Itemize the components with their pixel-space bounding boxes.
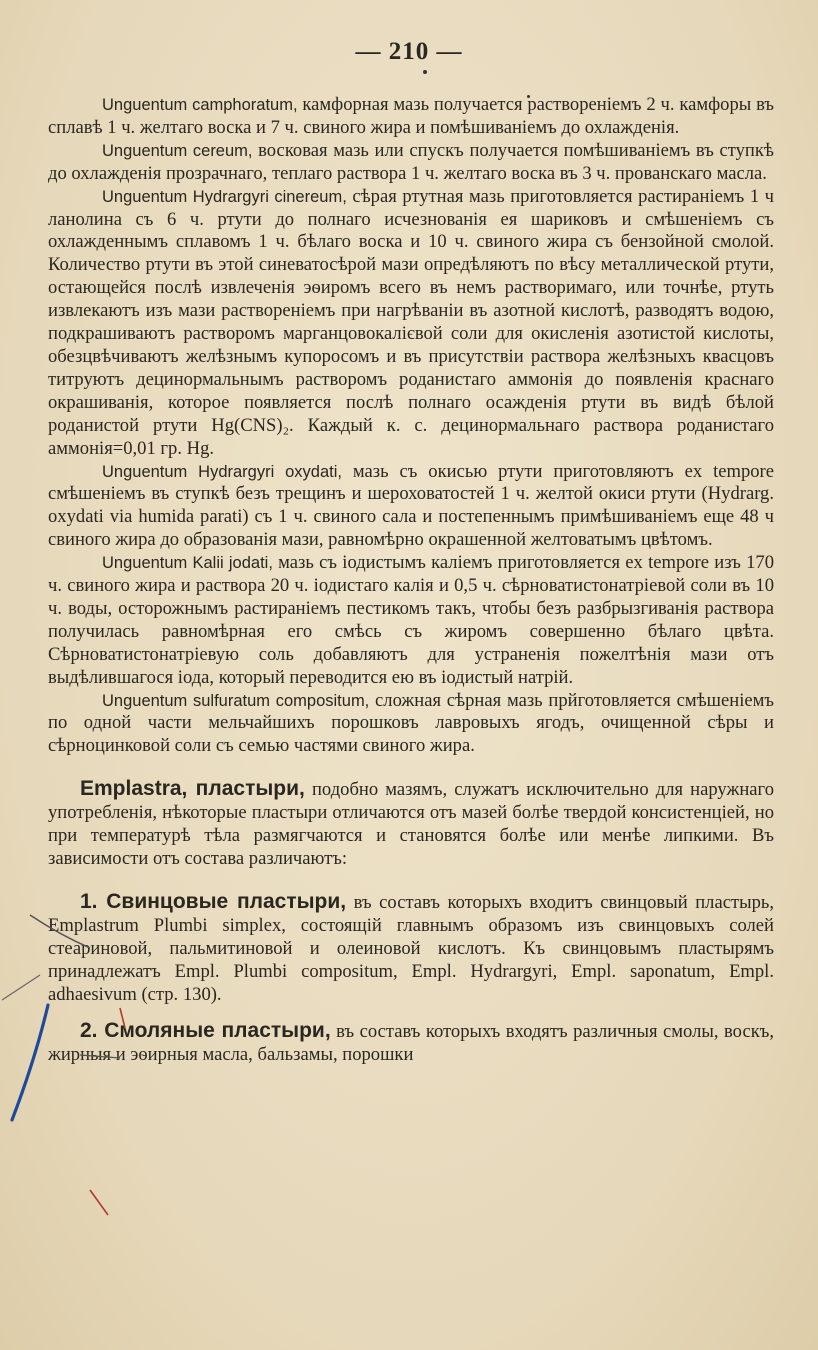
pencil-mark	[2, 975, 40, 1000]
paragraph-text: мазь съ окисью ртути приготовляютъ ex tempore смѣшеніемъ въ ступкѣ безъ трещинъ и шероховатостей 1 ч. желтой окиси ртути (Hydrarg. oxydati via humida parati) съ 1 ч. свиного сала и постепеннымъ примѣшиваніемъ еще 48 ч свиного жира до образованія мази, равномѣрно окрашенной желтоватымъ цвѣтомъ.	[48, 460, 774, 551]
latin-term: Unguentum Kalii jodati,	[102, 554, 273, 573]
latin-term: Unguentum sulfuratum compositum,	[102, 691, 370, 710]
section-heading-emplastra: Emplastra, пластыри,	[80, 777, 305, 801]
section-number: 1.	[80, 889, 98, 913]
paragraph-text: подобно мазямъ, служатъ исключительно для наружнаго употребленія, нѣкоторые пластыри отличаются отъ мазей болѣе твердой консистенціей, но при температурѣ тѣла размягчаются и становятся болѣе или менѣе липкими. Въ зависимости отъ состава различаютъ:	[48, 779, 774, 869]
ink-speck	[423, 70, 427, 74]
latin-term: Unguentum camphoratum,	[102, 96, 298, 114]
section-heading-resin-plasters: Смоляные пластыри,	[97, 1019, 331, 1043]
page-body	[48, 94, 774, 1067]
paragraph-unguentum-cereum	[48, 140, 774, 186]
paragraph-unguentum-kalii-jodati	[48, 552, 774, 689]
paragraph-lead-plasters	[48, 891, 774, 1007]
page-number: — 210 —	[355, 38, 463, 65]
paragraph-text: мазь съ іодистымъ каліемъ приготовляется ex tempore изъ 170 ч. свиного жира и раствора 20 ч. іодистаго калія и 0,5 ч. сѣрноватистонатріевой соли въ 10 ч. воды, осторожнымъ растираніемъ пестикомъ такъ, чтобы безъ разбрызгиванія раствора получилась равномѣрная его смѣсь съ жиромъ совершенно бѣлаго цвѣта. Сѣрноватистонатріевую соль добавляютъ для устраненія пожелтѣнія мази отъ выдѣлившагося іода, который переводится ею въ іодистый натрій.	[48, 552, 774, 688]
paragraph-text: въ составъ которыхъ входятъ различныя смолы, воскъ, жирныя и эѳирныя масла, бальзамы, порошки	[48, 1021, 774, 1066]
paragraph-text: въ составъ которыхъ входитъ свинцовый пластырь, Emplastrum Plumbi simplex, состоящій главнымъ образомъ изъ свинцовыхъ солей стеариновой, пальмитиновой и олеиновой кислотъ. Къ свинцовымъ пластырямъ принадлежатъ Empl. Plumbi compositum, Empl. Hydrargyri, Empl. saponatum, Empl. adhaesivum (стр. 130).	[48, 891, 774, 1005]
red-pencil-mark	[90, 1190, 108, 1215]
paragraph-emplastra	[48, 778, 774, 871]
blue-pencil-mark	[12, 1005, 48, 1120]
paragraph-text: сложная сѣрная мазь прйготовляется смѣшеніемъ по одной части мельчайшихъ порошковъ лавровыхъ ягодъ, очищенной сѣры и сѣрноцинковой соли съ семью частями свиного жира.	[48, 689, 775, 757]
latin-term: Unguentum Hydrargyri cinereum,	[102, 187, 347, 206]
paragraph-unguentum-sulfuratum-compositum	[48, 690, 774, 759]
section-number: 2.	[80, 1019, 98, 1043]
latin-term: Unguentum Hydrargyri oxydati,	[102, 462, 342, 481]
latin-term: Unguentum cereum,	[102, 141, 253, 160]
paragraph-resin-plasters	[48, 1020, 774, 1067]
paragraph-text: восковая мазь или спускъ получается помѣшиваніемъ въ ступкѣ до охлажденія прозрачнаго, теплаго раствора 1 ч. желтаго воска въ 3 ч. прованскаго масла.	[48, 139, 774, 184]
paragraph-unguentum-hydrargyri-cinereum	[48, 186, 774, 461]
paragraph-unguentum-camphoratum	[48, 94, 774, 140]
paragraph-text: камфорная мазь получается раствореніемъ 2 ч. камфоры въ сплавѣ 1 ч. желтаго воска и 7 ч. свиного жира и помѣшиваніемъ до охлажденія.	[48, 94, 774, 138]
section-heading-lead-plasters: Свинцовые пластыри,	[97, 889, 347, 913]
paragraph-unguentum-hydrargyri-oxydati	[48, 461, 774, 553]
paragraph-text: сѣрая ртутная мазь приготовляется растираніемъ 1 ч ланолина съ 6 ч. ртути до полнаго исчезнованія ея шариковъ и смѣшеніемъ съ охлажденнымъ сплавомъ 1 ч. бѣлаго воска и 10 ч. свиного жира съ бензойной смолой. Количество ртути въ этой синеватосѣрой мази опредѣляютъ по вѣсу металлической ртути, остающейся послѣ извлеченія эѳиромъ всего въ немъ растворимаго, или точнѣе, ртуть извлекаютъ изъ мази раствореніемъ при нагрѣваніи въ азотной кислотѣ, разводятъ водою, подкрашиваютъ растворомъ марганцовокалієвой соли для окисленія азотистой кислоты, обезцвѣчиваютъ желѣзнымъ купоросомъ и въ присутствіи раствора желѣзныхъ квасцовъ титруютъ децинормальнымъ растворомъ роданистаго аммонія до появленія краснаго окрашиванія, которое появляется послѣ полнаго осажденія ртути въ видѣ бѣлой роданистой ртути Hg(CNS)₂. Каждый к. с. децинормальнаго раствора роданистаго аммонія=0,01 гр. Hg.	[48, 185, 775, 459]
